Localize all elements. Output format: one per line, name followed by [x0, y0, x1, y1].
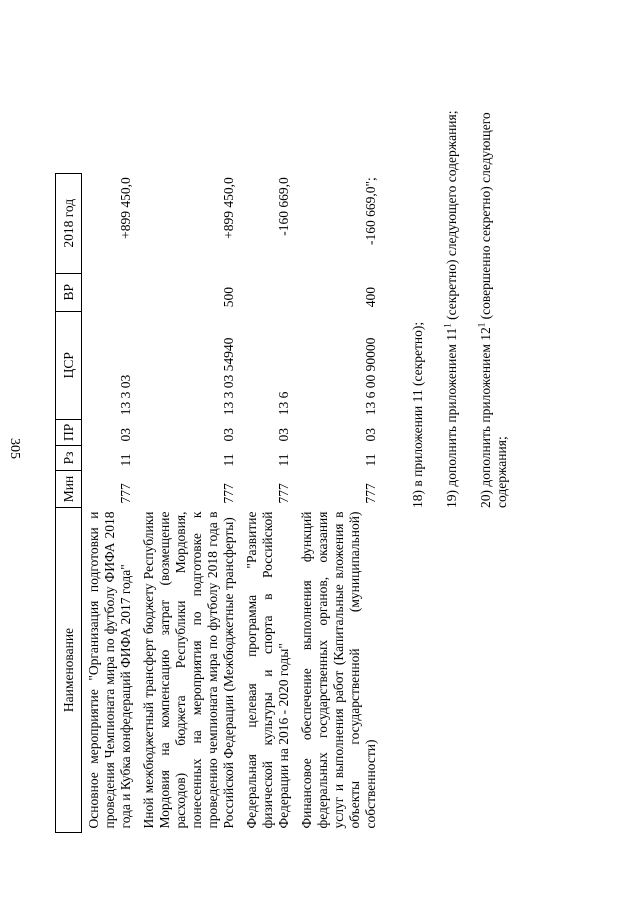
table-row [82, 173, 139, 832]
row-name: Основное мероприятие "Организация подготовки и проведения Чемпионата мира по футболу ФИФА 2018 года и Кубка конфедераций ФИФА 2017 года" [86, 511, 133, 829]
row-pr: 03 [221, 428, 236, 442]
header-vr: ВР [56, 273, 82, 311]
amendment-20-prefix: 20) дополнить приложением 12 [478, 327, 493, 508]
row-sum: +899 450,0 [221, 177, 236, 239]
row-name: Финансовое обеспечение выполнения функций федеральных государственных органов, оказания услуг и выполнения работ (Капитальные вложения в объекты государственной (муниципальной) собственности) [299, 511, 378, 829]
row-name: Иной межбюджетный трансферт бюджету Республики Мордовия на компенсацию затрат (возмещение расходов) бюджета Республики Мордовия, понесенных на мероприятия по подготовке к проведению чемпионата мира по футболу 2018 года в Российской Федерации (Межбюджетные трансферты) [141, 511, 236, 829]
row-sum: -160 669,0 [276, 177, 291, 236]
row-pr: 03 [363, 428, 378, 442]
header-year: 2018 год [56, 173, 82, 273]
row-name: Федеральная целевая программа "Развитие физической культуры и спорта в Российской Федерации на 2016 - 2020 годы" [244, 511, 291, 829]
table-row [241, 173, 296, 832]
row-csr: 13 6 [276, 391, 291, 416]
amendment-20-superscript: 1 [476, 322, 487, 328]
amendment-18 [410, 61, 426, 508]
header-pr: ПР [56, 419, 82, 445]
row-csr: 13 6 00 90000 [363, 337, 378, 416]
row-rz: 11 [221, 453, 236, 467]
header-min: Мин [56, 471, 82, 508]
row-rz: 11 [118, 453, 133, 467]
amendment-20-suffix: (совершенно секретно) следующего содержания; [478, 112, 509, 508]
table-row [296, 173, 383, 832]
amendment-19-prefix: 19) дополнить приложением 11 [444, 327, 459, 508]
amendment-19-suffix: (секретно) следующего содержания; [444, 110, 459, 324]
page-number: 305 [7, 438, 22, 459]
amendment-20 [478, 61, 510, 508]
row-csr: 13 3 03 54940 [221, 337, 236, 416]
budget-table [55, 173, 383, 833]
row-vr [82, 273, 139, 311]
header-csr: ЦСР [56, 311, 82, 419]
amendment-19 [444, 61, 460, 508]
row-vr [241, 273, 296, 311]
row-min: 777 [221, 483, 236, 504]
row-vr: 400 [363, 286, 378, 308]
amendment-18-text: 18) в приложении 11 (секретно); [410, 321, 425, 508]
row-csr: 13 3 03 [118, 374, 133, 416]
row-sum: -160 669,0"; [363, 177, 378, 245]
row-sum: +899 450,0 [118, 177, 133, 239]
row-vr: 500 [221, 286, 236, 308]
amendment-19-superscript: 1 [442, 323, 453, 328]
rotated-page-content [55, 61, 595, 833]
row-min: 777 [363, 483, 378, 504]
header-name: Наименование [56, 508, 82, 833]
table-header-row [56, 173, 82, 832]
row-pr: 03 [276, 428, 291, 442]
header-rz: Рз [56, 446, 82, 471]
row-pr: 03 [118, 428, 133, 442]
table-row [138, 173, 241, 832]
row-rz: 11 [276, 453, 291, 467]
row-rz: 11 [363, 453, 378, 467]
row-min: 777 [118, 483, 133, 504]
row-min: 777 [276, 483, 291, 504]
